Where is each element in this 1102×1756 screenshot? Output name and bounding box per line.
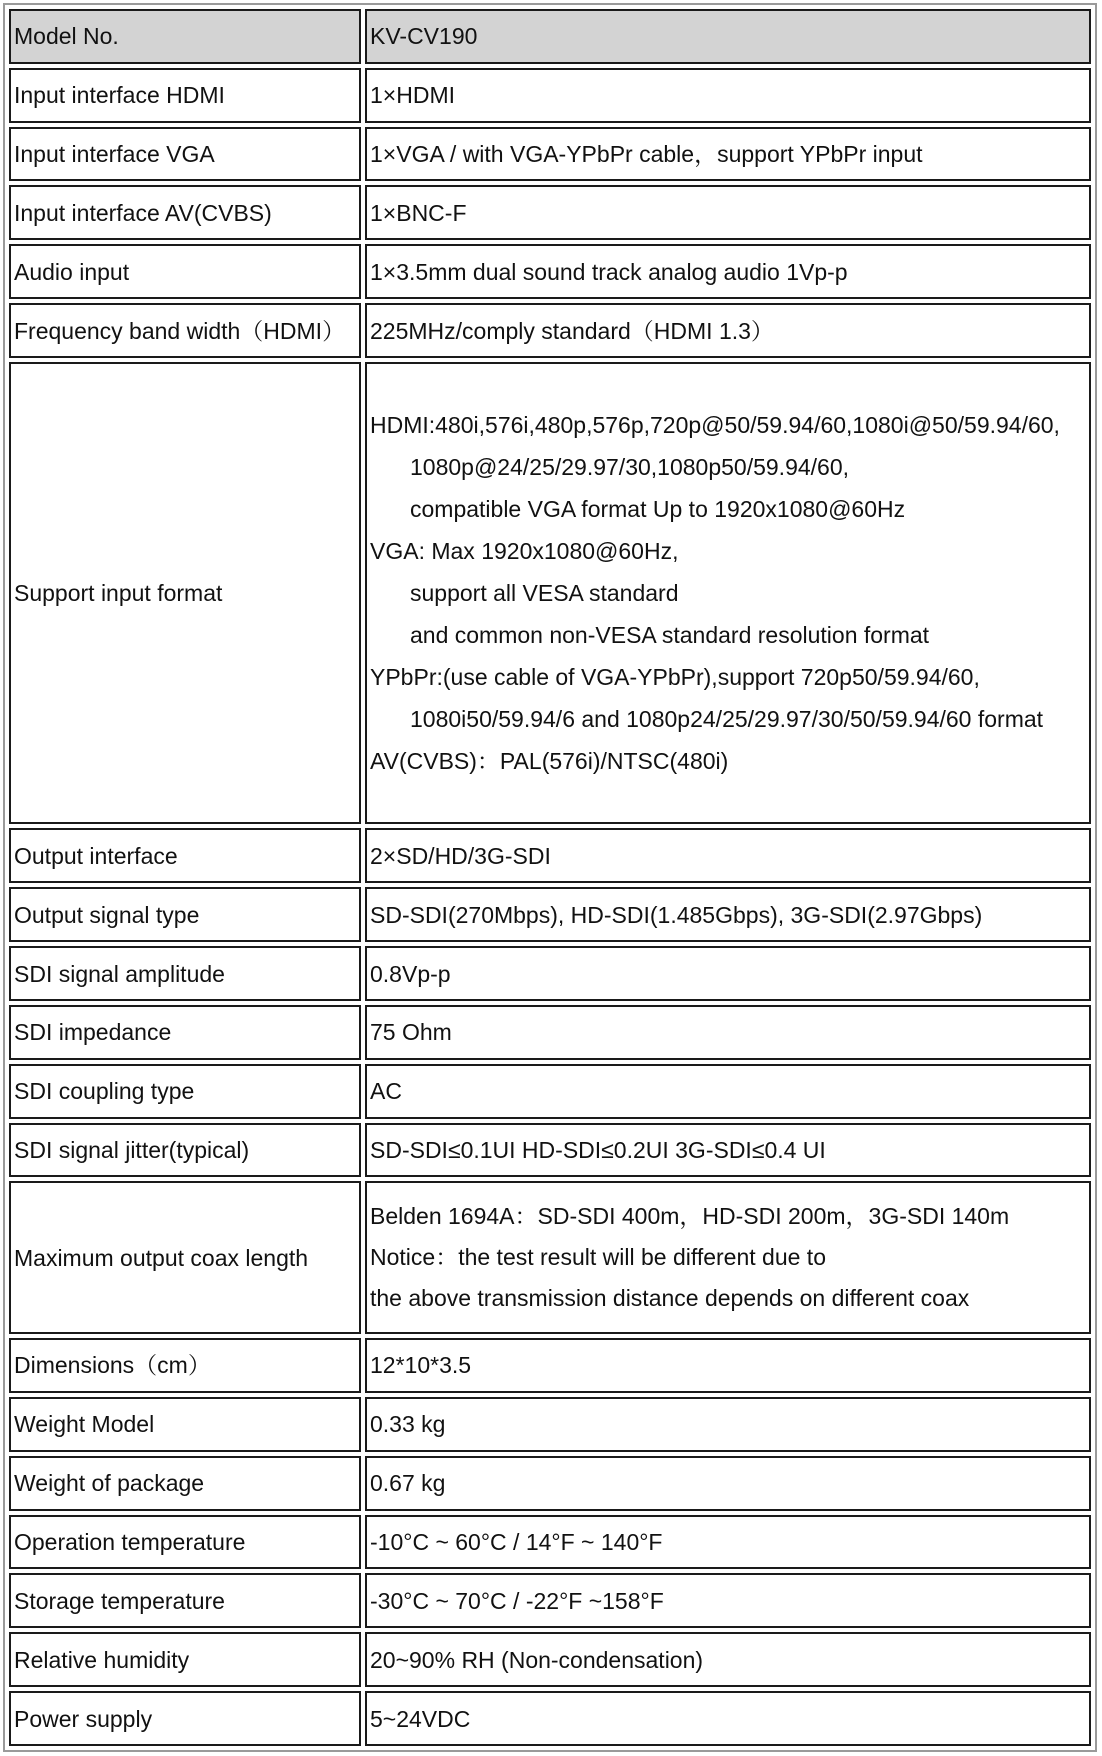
spec-label: Storage temperature bbox=[9, 1573, 361, 1628]
spec-label: SDI signal jitter(typical) bbox=[9, 1123, 361, 1178]
spec-value: 1×VGA / with VGA-YPbPr cable，support YPbPr input bbox=[365, 127, 1091, 182]
table-row bbox=[9, 1338, 1091, 1393]
spec-label: Input interface HDMI bbox=[9, 68, 361, 123]
table-row bbox=[9, 1064, 1091, 1119]
spec-value: 1×HDMI bbox=[365, 68, 1091, 123]
table-row bbox=[9, 127, 1091, 182]
spec-label: SDI coupling type bbox=[9, 1064, 361, 1119]
table-row bbox=[9, 303, 1091, 358]
table-row bbox=[9, 1515, 1091, 1570]
spec-value: 0.67 kg bbox=[365, 1456, 1091, 1511]
spec-value: 1×3.5mm dual sound track analog audio 1Vp-p bbox=[365, 244, 1091, 299]
spec-value: 2×SD/HD/3G-SDI bbox=[365, 828, 1091, 883]
spec-label: Relative humidity bbox=[9, 1632, 361, 1687]
spec-value: KV-CV190 bbox=[365, 9, 1091, 64]
spec-value-line: Belden 1694A：SD-SDI 400m，HD-SDI 200m，3G-SDI 140m bbox=[370, 1203, 1010, 1230]
spec-label: Input interface VGA bbox=[9, 127, 361, 182]
spec-value-line: Notice：the test result will be different due to bbox=[370, 1244, 826, 1271]
table-row bbox=[9, 1573, 1091, 1628]
table-row bbox=[9, 946, 1091, 1001]
spec-value-line: 1080i50/59.94/6 and 1080p24/25/29.97/30/50/59.94/60 format bbox=[410, 706, 1044, 733]
table-row bbox=[9, 887, 1091, 942]
spec-label: Input interface AV(CVBS) bbox=[9, 185, 361, 240]
spec-value bbox=[365, 362, 1091, 825]
spec-table bbox=[3, 3, 1097, 1752]
table-row bbox=[9, 828, 1091, 883]
spec-value-line: VGA: Max 1920x1080@60Hz, bbox=[370, 538, 679, 565]
spec-value: 20~90% RH (Non-condensation) bbox=[365, 1632, 1091, 1687]
spec-value: SD-SDI(270Mbps), HD-SDI(1.485Gbps), 3G-SDI(2.97Gbps) bbox=[365, 887, 1091, 942]
table-row bbox=[9, 1005, 1091, 1060]
spec-value-line: HDMI:480i,576i,480p,576p,720p@50/59.94/60,1080i@50/59.94/60, bbox=[370, 412, 1060, 439]
spec-value-line: and common non-VESA standard resolution format bbox=[410, 622, 930, 649]
spec-label: Model No. bbox=[9, 9, 361, 64]
table-row bbox=[9, 1456, 1091, 1511]
table-row bbox=[9, 1691, 1091, 1746]
spec-label: Operation temperature bbox=[9, 1515, 361, 1570]
table-row bbox=[9, 9, 1091, 64]
spec-label: Weight Model bbox=[9, 1397, 361, 1452]
spec-value: -30°C ~ 70°C / -22°F ~158°F bbox=[365, 1573, 1091, 1628]
spec-value-line: 1080p@24/25/29.97/30,1080p50/59.94/60, bbox=[410, 454, 850, 481]
spec-label: Frequency band width（HDMI） bbox=[9, 303, 361, 358]
spec-value: -10°C ~ 60°C / 14°F ~ 140°F bbox=[365, 1515, 1091, 1570]
spec-value-line: AV(CVBS)：PAL(576i)/NTSC(480i) bbox=[370, 748, 729, 775]
spec-value-line: support all VESA standard bbox=[410, 580, 679, 607]
spec-value: 75 Ohm bbox=[365, 1005, 1091, 1060]
table-row bbox=[9, 185, 1091, 240]
spec-value-line: YPbPr:(use cable of VGA-YPbPr),support 720p50/59.94/60, bbox=[370, 664, 980, 691]
spec-label: SDI signal amplitude bbox=[9, 946, 361, 1001]
spec-value bbox=[365, 1181, 1091, 1334]
spec-label: Audio input bbox=[9, 244, 361, 299]
spec-value: AC bbox=[365, 1064, 1091, 1119]
spec-label: Power supply bbox=[9, 1691, 361, 1746]
spec-label: Weight of package bbox=[9, 1456, 361, 1511]
table-row bbox=[9, 1123, 1091, 1178]
spec-value: 0.8Vp-p bbox=[365, 946, 1091, 1001]
spec-label: Output signal type bbox=[9, 887, 361, 942]
spec-value: 0.33 kg bbox=[365, 1397, 1091, 1452]
spec-value-line: compatible VGA format Up to 1920x1080@60Hz bbox=[410, 496, 906, 523]
spec-label: Dimensions（cm） bbox=[9, 1338, 361, 1393]
spec-label: Maximum output coax length bbox=[9, 1181, 361, 1334]
table-row bbox=[9, 362, 1091, 825]
spec-table-body bbox=[9, 9, 1091, 1746]
spec-value: 1×BNC-F bbox=[365, 185, 1091, 240]
spec-value: 12*10*3.5 bbox=[365, 1338, 1091, 1393]
table-row bbox=[9, 1632, 1091, 1687]
table-row bbox=[9, 1397, 1091, 1452]
spec-value: 5~24VDC bbox=[365, 1691, 1091, 1746]
table-row bbox=[9, 244, 1091, 299]
spec-value: 225MHz/comply standard（HDMI 1.3） bbox=[365, 303, 1091, 358]
table-row bbox=[9, 68, 1091, 123]
spec-value-line: the above transmission distance depends on different coax bbox=[370, 1285, 970, 1312]
table-row bbox=[9, 1181, 1091, 1334]
spec-label: SDI impedance bbox=[9, 1005, 361, 1060]
spec-value: SD-SDI≤0.1UI HD-SDI≤0.2UI 3G-SDI≤0.4 UI bbox=[365, 1123, 1091, 1178]
spec-label: Support input format bbox=[9, 362, 361, 825]
spec-label: Output interface bbox=[9, 828, 361, 883]
